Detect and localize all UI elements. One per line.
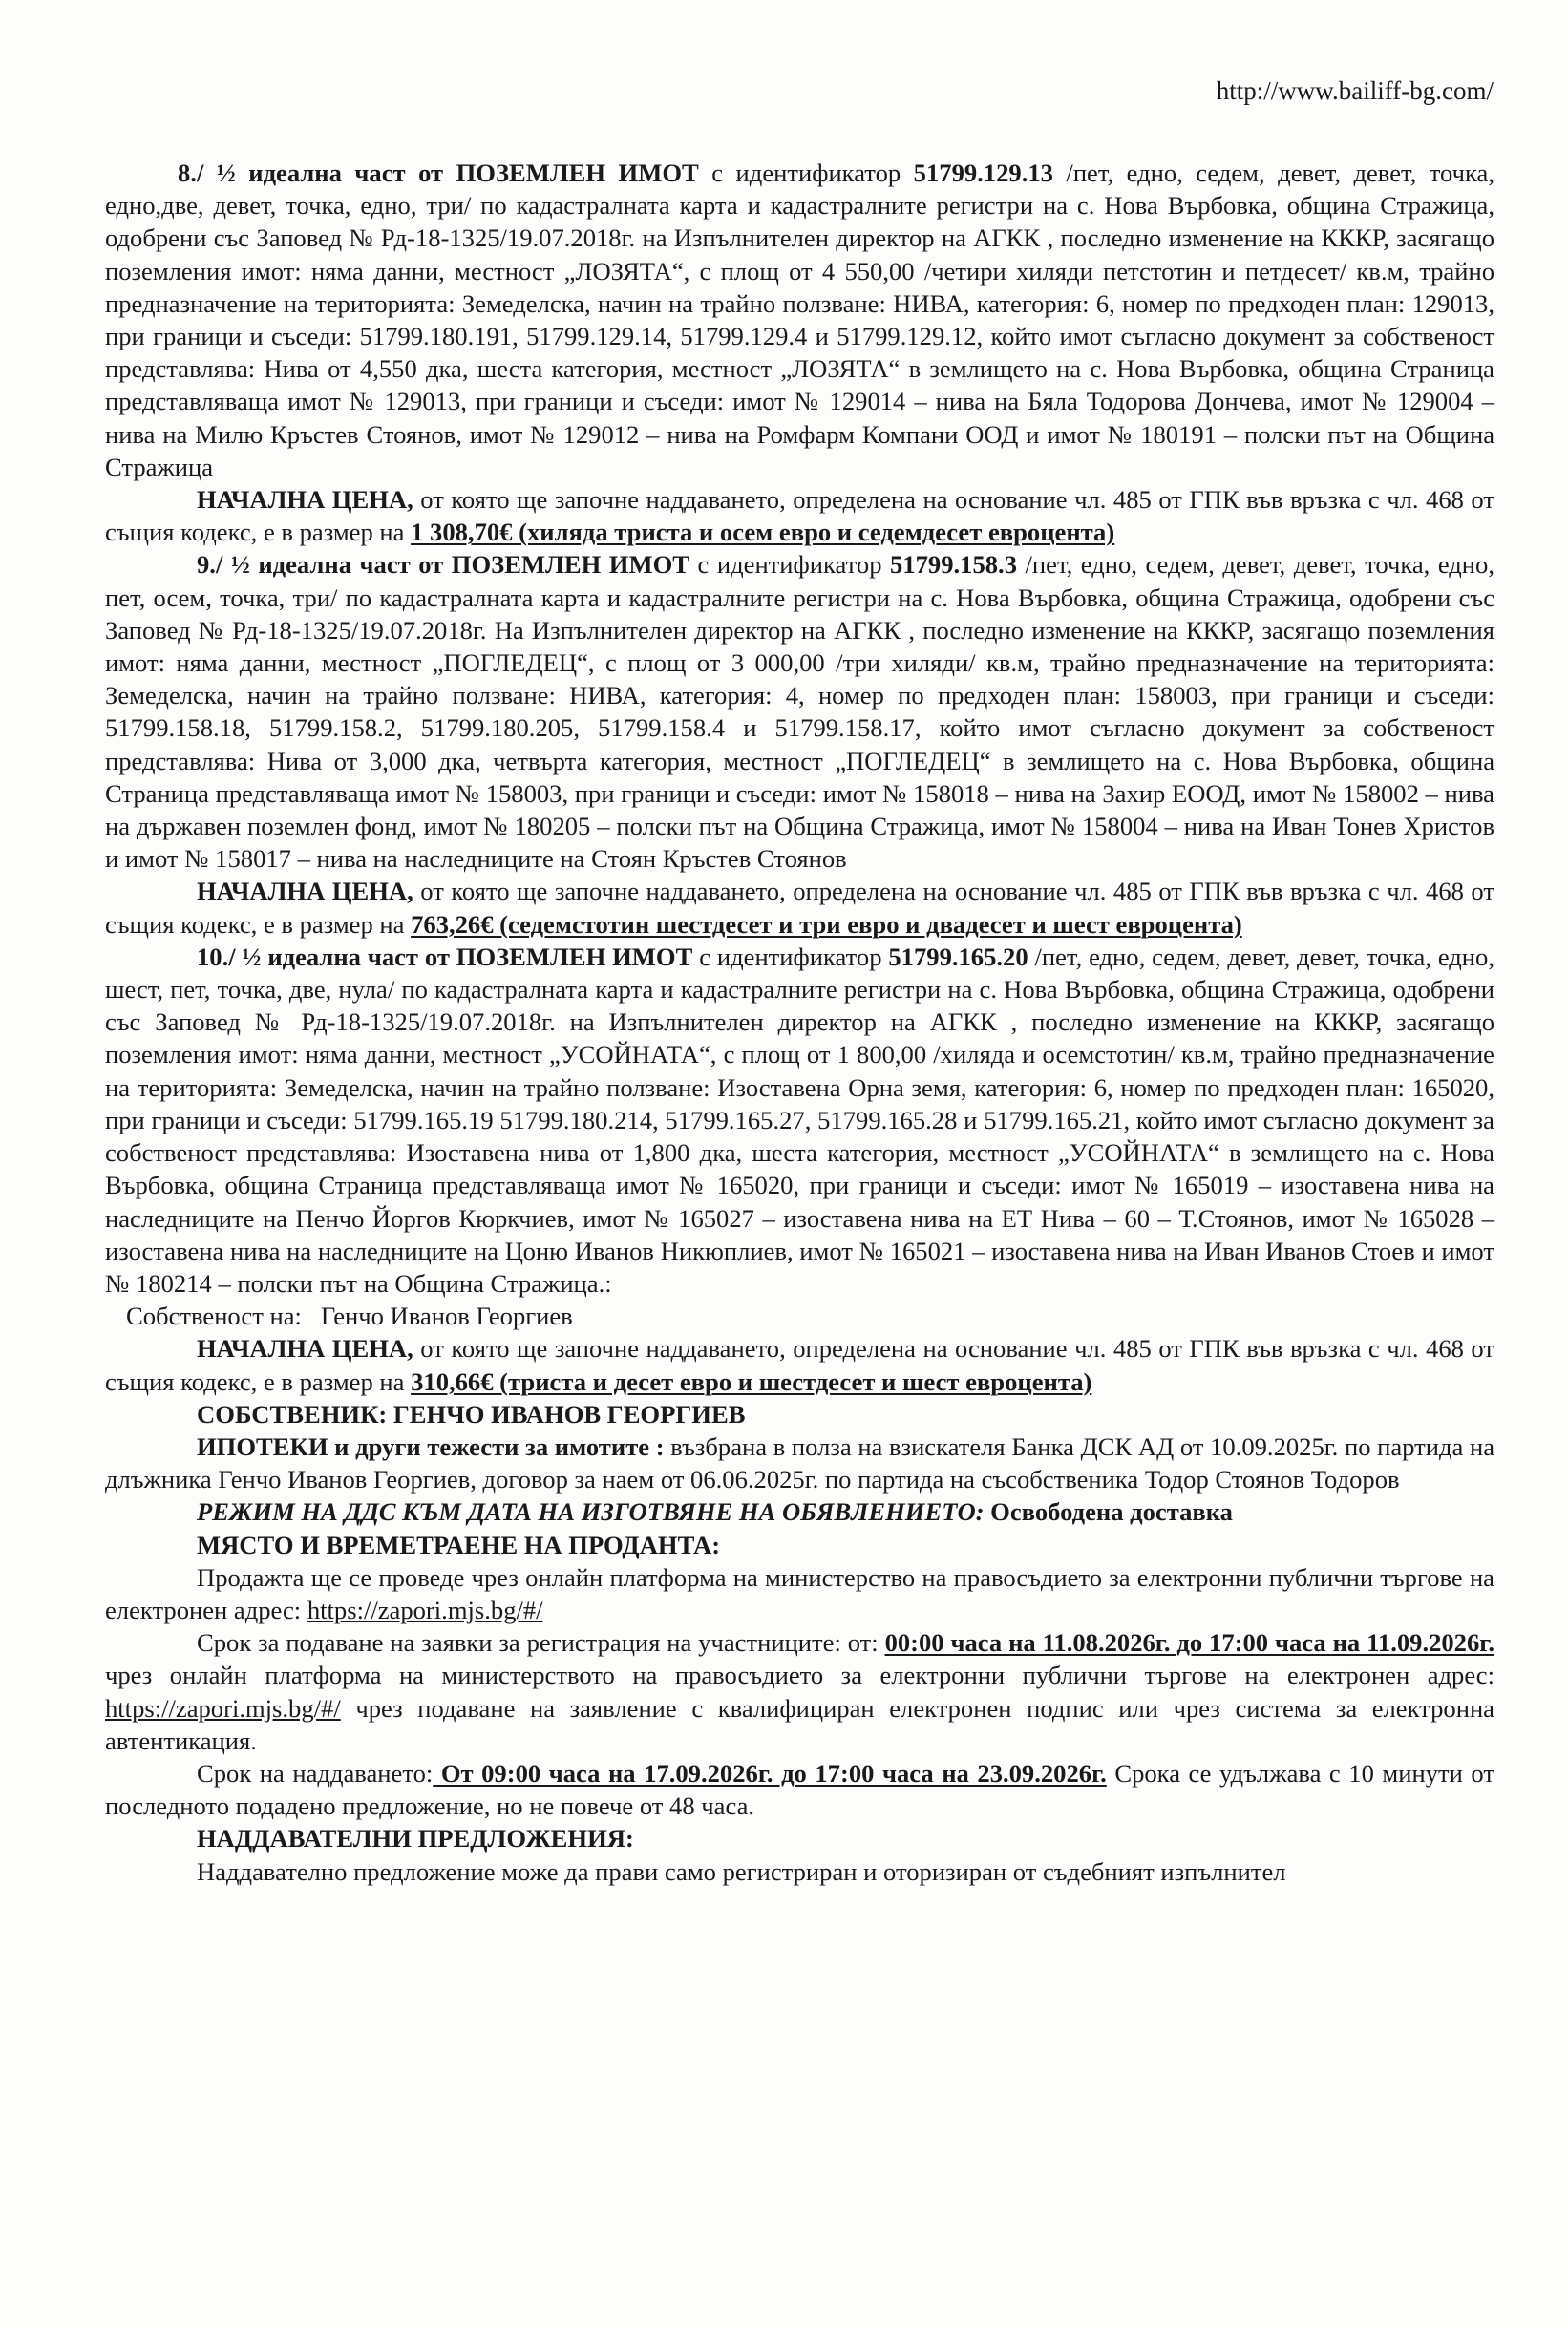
mortgages-label: ИПОТЕКИ и други тежести за имотите : xyxy=(197,1431,665,1461)
price-amount: 763,26€ (седемстотин шестдесет и три евро и двадесет и шест евроцента) xyxy=(411,909,1242,939)
item-identifier: 51799.165.20 xyxy=(888,942,1028,971)
item-lead: 8./ ½ идеална част от xyxy=(178,159,444,187)
item-lead: 10./ ½ идеална част от xyxy=(197,942,450,971)
site-url: http://www.bailiff-bg.com/ xyxy=(1216,76,1494,105)
item-identifier: 51799.129.13 xyxy=(913,159,1053,187)
item-description: /пет, едно, седем, девет, девет, точка, едно, пет, осем, точка, три/ по кадастралната карта и кадастралните регистри на с. Нова Върбовка, община Стражица, одобрени със Заповед № Рд-18-1325/19.07.2018г. На Изпълнителен директор на АГКК , последно изменение на КККР, засягащо поземления имот: няма данни, местност „ПОГЛЕДЕЦ“, с площ от 3 000,00 /три хиляди/ кв.м, трайно предназначение на територията: Земеделска, начин на трайно ползване: НИВА, категория: 4, номер по предходен план: 158003, при граници и съседи: 51799.158.18, 51799.158.2, 51799.180.205, 51799.158.4 и 51799.158.17, който имот съгласно документ за собственост представлява: Нива от 3,000 дка, четвърта категория, местност „ПОГЛЕДЕЦ“ в землището на с. Нова Върбовка, община Страница представляваща имот № 158003, при граници и съседи: имот № 158018 – нива на Захир ЕООД, имот № 158002 – нива на държавен поземлен фонд, имот № 180205 – полски път на Община Стражица, имот № 158004 – нива на Иван Тонев Христов и имот № 158017 – нива на наследниците на Стоян Кръстев Стоянов xyxy=(105,550,1494,874)
offers-paragraph: Наддавателно предложение може да прави само регистриран и оторизиран от съдебният изпълнител xyxy=(197,1856,1286,1886)
bidding-pre: Срок на наддаването: xyxy=(197,1758,434,1788)
registration-post: чрез подаване на заявление с квалифициран електронен подпис или чрез система за електронна автентикация. xyxy=(105,1693,1494,1755)
item-pre-id: с идентификатор xyxy=(698,159,914,187)
vat-label: РЕЖИМ НА ДДС КЪМ ДАТА НА ИЗГОТВЯНЕ НА ОБЯВЛЕНИЕТО: xyxy=(197,1497,985,1527)
price-label: НАЧАЛНА ЦЕНА, xyxy=(197,877,413,906)
price-label: НАЧАЛНА ЦЕНА, xyxy=(197,485,413,515)
property-item-10 xyxy=(105,941,1494,1300)
registration-paragraph xyxy=(105,1626,1494,1757)
price-text: от която ще започне наддаването, определена на основание чл. 485 от ГПК във връзка с чл. 468 от същия кодекс, е в размер на xyxy=(105,485,1495,547)
offers-heading: НАДДАВАТЕЛНИ ПРЕДЛОЖЕНИЯ: xyxy=(197,1824,634,1854)
bidding-dates: От 09:00 часа на 17.09.2026г. до 17:00 часа на 23.09.2026г. xyxy=(433,1758,1107,1788)
vat-value: Освободена доставка xyxy=(984,1497,1233,1527)
registration-mid: чрез онлайн платформа на министерството на правосъдието за електронни публични търгове на електронен адрес: xyxy=(105,1661,1494,1690)
mortgages-paragraph xyxy=(105,1430,1494,1495)
property-item-8 xyxy=(105,157,1494,483)
item-pre-id: с идентификатор xyxy=(692,942,889,971)
item-identifier: 51799.158.3 xyxy=(890,550,1017,580)
starting-price-10 xyxy=(105,1332,1494,1397)
price-text: от която ще започне наддаването, определена на основание чл. 485 от ГПК във връзка с чл. 468 от същия кодекс, е в размер на xyxy=(105,877,1495,939)
starting-price-8 xyxy=(105,483,1494,548)
item-lead: 9./ ½ идеална част от xyxy=(197,550,444,580)
ownership-line xyxy=(105,1300,1494,1332)
bidding-post: Срока се удължава с 10 минути от последното подадено предложение, но не повече от 48 часа. xyxy=(105,1758,1494,1821)
item-description: /пет, едно, седем, девет, девет, точка, едно,две, девет, точка, едно, три/ по кадастралната карта и кадастралните регистри на с. Нова Върбовка, община Стражица, одобрени със Заповед № Рд-18-1325/19.07.2018г. на Изпълнителен директор на АГКК , последно изменение на КККР, засягащо поземления имот: няма данни, местност „ЛОЗЯТА“, с площ от 4 550,00 /четири хиляди петстотин и петдесет/ кв.м, трайно предназначение на територията: Земеделска, начин на трайно ползване: НИВА, категория: 6, номер по предходен план: 129013, при граници и съседи: 51799.180.191, 51799.129.14, 51799.129.4 и 51799.129.12, който имот съгласно документ за собственост представлява: Нива от 4,550 дка, шеста категория, местност „ЛОЗЯТА“ в землището на с. Нова Върбовка, община Страница представляваща имот № 129013, при граници и съседи: имот № 129014 – нива на Бяла Тодорова Дончева, имот № 129004 – нива на Милю Кръстев Стоянов, имот № 129012 – нива на Ромфарм Компани ООД и имот № 180191 – полски път на Община Стражица xyxy=(105,159,1494,481)
sale-text: Продажта ще се проведе чрез онлайн платформа на министерство на правосъдието за електронни публични търгове на електронен адрес: xyxy=(105,1562,1494,1624)
registration-link[interactable]: https://zapori.mjs.bg/#/ xyxy=(105,1693,341,1723)
item-pre-id: с идентификатор xyxy=(689,550,891,580)
item-type: ПОЗЕМЛЕН ИМОТ xyxy=(451,550,690,580)
starting-price-9 xyxy=(105,875,1494,940)
price-amount: 1 308,70€ (хиляда триста и осем евро и седемдесет евроцента) xyxy=(411,518,1115,547)
vat-paragraph xyxy=(105,1495,1494,1528)
document-body xyxy=(105,74,1494,1888)
registration-pre: Срок за подаване на заявки за регистрация на участниците: от: xyxy=(197,1628,885,1658)
price-text: от която ще започне наддаването, определена на основание чл. 485 от ГПК във връзка с чл. 468 от същия кодекс, е в размер на xyxy=(105,1334,1495,1396)
sale-heading: МЯСТО И ВРЕМЕТРАЕНЕ НА ПРОДАНТА: xyxy=(197,1530,721,1559)
sale-paragraph xyxy=(105,1561,1494,1626)
owner-heading: СОБСТВЕНИК: ГЕНЧО ИВАНОВ ГЕОРГИЕВ xyxy=(197,1399,746,1429)
item-type: ПОЗЕМЛЕН ИМОТ xyxy=(456,159,699,187)
ownership-label: Собственост на: xyxy=(126,1302,302,1331)
price-amount: 310,66€ (триста и десет евро и шестдесет и шест евроцента) xyxy=(411,1367,1092,1396)
sale-link[interactable]: https://zapori.mjs.bg/#/ xyxy=(307,1595,543,1624)
bidding-paragraph xyxy=(105,1757,1494,1822)
item-type: ПОЗЕМЛЕН ИМОТ xyxy=(456,942,693,971)
item-description: /пет, едно, седем, девет, девет, точка, едно, шест, пет, точка, две, нула/ по кадастралната карта и кадастралните регистри на с. Нова Върбовка, община Стражица, одобрени със Заповед № Рд-18-1325/19.07.2018г. на Изпълнителен директор на АГКК , последно изменение на КККР, засягащо поземления имот: няма данни, местност „УСОЙНАТА“, с площ от 1 800,00 /хиляда и осемстотин/ кв.м, трайно предназначение на територията: Земеделска, начин на трайно ползване: Изоставена Орна земя, категория: 6, номер по предходен план: 165020, при граници и съседи: 51799.165.19 51799.180.214, 51799.165.27, 51799.165.28 и 51799.165.21, който имот съгласно документ за собственост представлява: Изоставена нива от 1,800 дка, шеста категория, местност „УСОЙНАТА“ в землището на с. Нова Върбовка, община Страница представляваща имот № 165020, при граници и съседи: имот № 165019 – изоставена нива на наследниците на Пенчо Йоргов Кюркчиев, имот № 165027 – изоставена нива на ЕТ Нива – 60 – Т.Стоянов, имот № 165028 – изоставена нива на наследниците на Цоню Иванов Никюплиев, имот № 165021 – изоставена нива на Иван Иванов Стоев и имот № 180214 – полски път на Община Стражица.: xyxy=(105,942,1494,1298)
mortgages-text: възбрана в полза на взискателя Банка ДСК АД от 10.09.2025г. по партида на длъжника Генчо Иванов Георгиев, договор за наем от 06.06.2025г. по партида на съсобственика Тодор Стоянов Тодоров xyxy=(105,1431,1495,1494)
ownership-name: Генчо Иванов Георгиев xyxy=(320,1302,573,1331)
registration-dates: 00:00 часа на 11.08.2026г. до 17:00 часа на 11.09.2026г. xyxy=(884,1628,1495,1658)
price-label: НАЧАЛНА ЦЕНА, xyxy=(197,1334,413,1364)
property-item-9 xyxy=(105,548,1494,875)
